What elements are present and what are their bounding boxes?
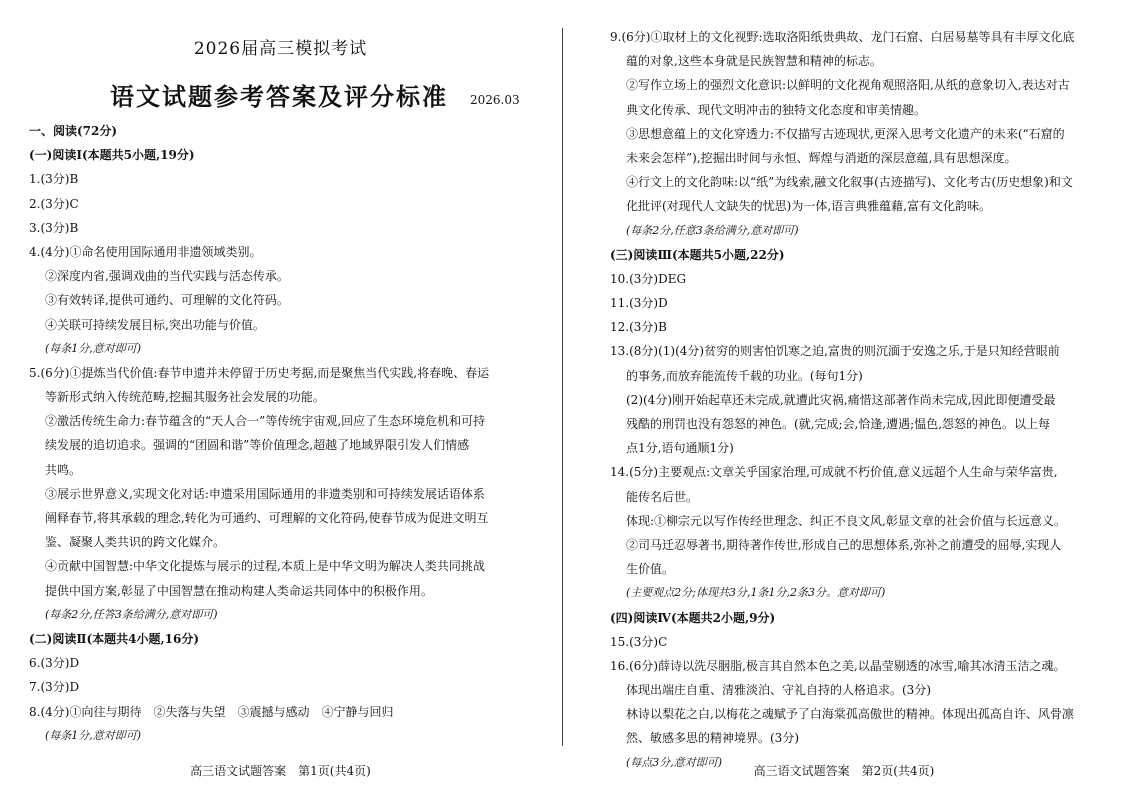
answer-line: 阐释春节,将其承载的理念,转化为可通约、可理解的文化符码,使春节成为促进文明互 — [45, 511, 489, 525]
answer-line: 典文化传承、现代文明冲击的独特文化态度和审美情趣。 — [626, 102, 927, 117]
answer-line: 11.(3分)D — [610, 296, 668, 311]
answer-line: (主要观点2分;体现共3分,1条1分,2条3分。意对即可) — [626, 586, 886, 600]
answer-line: 未来会怎样”),挖掘出时间与永恒、辉煌与消逝的深层意蕴,具有思想深度。 — [626, 150, 1017, 165]
answer-line: 然、敏感多思的精神境界。(3分) — [626, 731, 799, 746]
answer-line: 4.(4分)①命名使用国际通用非遗领域类别。 — [29, 244, 262, 259]
answer-line: 等新形式纳入传统范畴,挖掘其服务社会发展的功能。 — [45, 390, 325, 405]
answer-line: 7.(3分)D — [29, 680, 80, 695]
answer-line: ②写作立场上的强烈文化意识:以鲜明的文化视角观照洛阳,从纸的意象切入,表达对古 — [626, 78, 1070, 93]
answer-line: ③有效转译,提供可通约、可理解的文化符码。 — [45, 293, 289, 308]
answer-line: (每条1分,意对即可) — [45, 341, 142, 355]
exam-title: 2026届高三模拟考试 — [193, 39, 368, 59]
answer-line: 残酷的刑罚也没有怨怒的神色。(就,完成;会,恰逢,遭遇;愠色,怨怒的神色。以上每 — [626, 417, 1051, 431]
page-one-footer: 高三语文试题答案 第1页(共4页) — [190, 764, 371, 778]
answer-line: 3.(3分)B — [29, 220, 79, 235]
answer-line: ②深度内省,强调戏曲的当代实践与活态传承。 — [45, 269, 289, 284]
answer-line: ②司马迁忍辱著书,期待著作传世,形成自己的思想体系,弥补之前遭受的屈辱,实现人 — [626, 537, 1062, 552]
answer-line: (每条2分,任意3条给满分,意对即可) — [626, 223, 799, 237]
answer-line: 2.(3分)C — [29, 196, 79, 211]
answer-line: 5.(6分)①提炼当代价值:春节申遗并未停留于历史考据,而是聚焦当代实践,将春晚、春运 — [29, 365, 490, 380]
page-divider — [562, 28, 563, 746]
answer-line: (2)(4分)刚开始起草还未完成,就遭此灾祸,痛惜这部著作尚未完成,因此即便遭受最 — [626, 392, 1056, 407]
exam-date: 2026.03 — [470, 93, 520, 107]
answer-line: 15.(3分)C — [610, 634, 668, 649]
answer-line: 12.(3分)B — [610, 320, 667, 335]
answer-line: 林诗以梨花之白,以梅花之魂赋予了白海棠孤高傲世的精神。体现出孤高自许、风骨凛 — [626, 707, 1074, 722]
answer-line: 1.(3分)B — [29, 172, 79, 187]
answer-line: 点1分,语句通顺1分) — [626, 441, 734, 456]
answer-line: 提供中国方案,彰显了中国智慧在推动构建人类命运共同体中的积极作用。 — [45, 583, 433, 598]
answer-line: 13.(8分)(1)(4分)贫穷的则害怕饥寒之迫,富贵的则沉湎于安逸之乐,于是只知经营眼前 — [610, 344, 1060, 359]
page-two-content — [610, 25, 1102, 775]
answer-line: 一、阅读(72分) — [29, 124, 118, 138]
answer-line: 14.(5分)主要观点:文章关乎国家治理,可成就不朽价值,意义远超个人生命与荣华富贵, — [610, 465, 1058, 480]
answer-line: (每条1分,意对即可) — [45, 728, 142, 742]
answer-line: ③思想意蕴上的文化穿透力:不仅描写古迹现状,更深入思考文化遗产的未来(“石窟的 — [626, 126, 1065, 141]
answer-line: (每条2分,任答3条给满分,意对即可) — [45, 607, 218, 621]
page-one-content — [29, 119, 537, 748]
answer-line: (一)阅读Ⅰ(本题共5小题,19分) — [29, 148, 195, 163]
answer-line: ④关联可持续发展目标,突出功能与价值。 — [45, 317, 265, 332]
answer-line: 生价值。 — [626, 562, 675, 577]
answer-line: 16.(6分)薛诗以洗尽胭脂,极言其自然本色之美,以晶莹剔透的冰雪,喻其冰清玉洁之魂。 — [610, 658, 1066, 673]
answer-line: (三)阅读Ⅲ(本题共5小题,22分) — [610, 247, 785, 262]
answer-line: 能传名后世。 — [626, 489, 699, 504]
page-two — [566, 0, 1122, 794]
answer-line: 鉴、凝聚人类共识的跨文化媒介。 — [45, 535, 226, 550]
answer-line: ③展示世界意义,实现文化对话:申遗采用国际通用的非遗类别和可持续发展话语体系 — [45, 486, 485, 501]
answer-line: 8.(4分)①向往与期待 ②失落与失望 ③震撼与感动 ④宁静与回归 — [29, 704, 394, 719]
answer-line: ②激活传统生命力:春节蕴含的“天人合一”等传统宇宙观,回应了生态环境危机和可持 — [45, 414, 486, 429]
answer-line: 的事务,而放弃能流传千载的功业。(每句1分) — [626, 368, 863, 383]
answer-line: (每点3分,意对即可) — [626, 755, 723, 769]
answer-line: 续发展的追切追求。强调的“团圆和谐”等价值理念,超越了地域界限引发人们情感 — [45, 438, 470, 453]
main-title: 语文试题参考答案及评分标准 — [110, 82, 448, 111]
answer-line: ④贡献中国智慧:中华文化提炼与展示的过程,本质上是中华文明为解决人类共同挑战 — [45, 559, 485, 574]
answer-line: 共鸣。 — [45, 462, 82, 477]
answer-line: (四)阅读Ⅳ(本题共2小题,9分) — [610, 610, 776, 625]
answer-line: ④行文上的文化韵味:以“纸”为线索,融文化叙事(古迹描写)、文化考古(历史想象)和文 — [626, 175, 1073, 190]
answer-line: 9.(6分)①取材上的文化视野:选取洛阳纸贵典故、龙门石窟、白居易墓等具有丰厚文化底 — [610, 30, 1075, 44]
answer-line: 化批评(对现代人文缺失的忧思)为一体,语言典雅蕴藉,富有文化韵味。 — [626, 199, 991, 214]
answer-line: 10.(3分)DEG — [610, 271, 687, 286]
answer-line: 体现:①柳宗元以写作传经世理念、纠正不良文风,彰显文章的社会价值与长远意义。 — [626, 513, 1066, 528]
answer-line: 蕴的对象,这些本身就是民族智慧和精神的标志。 — [626, 54, 882, 69]
answer-line: 6.(3分)D — [29, 656, 80, 671]
answer-line: 体现出端庄自重、清雅淡泊、守礼自持的人格追求。(3分) — [626, 683, 932, 698]
answer-line: (二)阅读Ⅱ(本题共4小题,16分) — [29, 631, 200, 646]
page-two-footer: 高三语文试题答案 第2页(共4页) — [753, 764, 935, 778]
